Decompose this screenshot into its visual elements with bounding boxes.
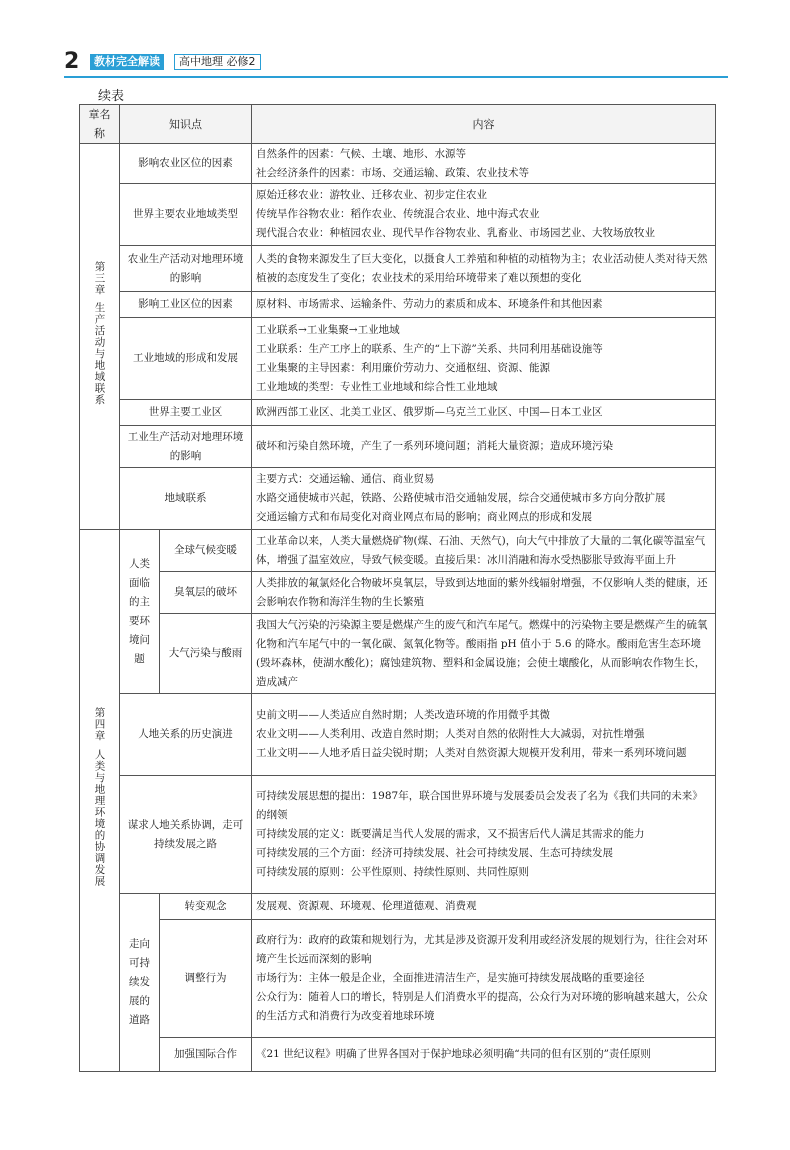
point-cell: 人地关系的历史演进 [120, 694, 252, 776]
table-header-row [80, 105, 716, 144]
table-row [80, 572, 716, 614]
table-row [80, 426, 716, 468]
content-cell [252, 530, 716, 572]
content-cell [252, 400, 716, 426]
page-number: 2 [64, 49, 80, 74]
subject-label: 高中地理 必修2 [174, 54, 261, 70]
table-row [80, 1038, 716, 1072]
point-cell: 谋求人地关系协调，走可持续发展之路 [120, 776, 252, 894]
continued-label: 续表 [98, 89, 125, 104]
content-line: 市场行为：主体一般是企业，全面推进清洁生产，是实施可持续发展战略的重要途径 [256, 972, 645, 984]
content-line: 破坏和污染自然环境，产生了一系列环境问题；消耗大量资源；造成环境污染 [256, 440, 613, 452]
content-line: 欧洲西部工业区、北美工业区、俄罗斯—乌克兰工业区、中国—日本工业区 [256, 406, 603, 418]
content-cell [252, 468, 716, 530]
header-rule [64, 76, 728, 78]
point-cell: 农业生产活动对地理环境的影响 [120, 246, 252, 292]
table-row [80, 318, 716, 400]
content-line: 可持续发展思想的提出：1987年，联合国世界环境与发展委员会发表了名为《我们共同的未来》的纲领 [256, 790, 703, 821]
content-line: 交通运输方式和布局变化对商业网点布局的影响；商业网点的形成和发展 [256, 511, 592, 523]
content-line: 公众行为：随着人口的增长，特别是人们消费水平的提高，公众行为对环境的影响越来越大，公众的生活方式和消费行为改变着地球环境 [256, 991, 708, 1022]
content-cell [252, 318, 716, 400]
content-cell [252, 920, 716, 1038]
point-cell: 影响农业区位的因素 [120, 144, 252, 184]
content-line: 社会经济条件的因素：市场、交通运输、政策、农业技术等 [256, 166, 529, 179]
content-line: 现代混合农业：种植园农业、现代旱作谷物农业、乳畜业、市场园艺业、大牧场放牧业 [256, 227, 655, 239]
content-line: 农业文明——人类利用、改造自然时期；人类对自然的依附性大大减弱，对抗性增强 [256, 728, 645, 740]
point-cell: 全球气候变暖 [160, 530, 252, 572]
point-cell: 影响工业区位的因素 [120, 292, 252, 318]
content-line: 可持续发展的定义：既要满足当代人发展的需求，又不损害后代人满足其需求的能力 [256, 828, 645, 840]
content-line: 史前文明——人类适应自然时期；人类改造环境的作用微乎其微 [256, 709, 550, 721]
content-cell [252, 144, 716, 184]
series-badge: 教材完全解读 [90, 54, 164, 70]
content-line: 工业文明——人地矛盾日益尖锐时期；人类对自然资源大规模开发利用，带来一系列环境问题 [256, 747, 687, 759]
point-cell: 转变观念 [160, 894, 252, 920]
content-line: 原始迁移农业：游牧业、迁移农业、初步定住农业 [256, 189, 487, 201]
point-cell: 工业生产活动对地理环境的影响 [120, 426, 252, 468]
chapter-3-title: 生产活动与地域联系 [93, 302, 106, 406]
content-line: 工业联系：生产工序上的联系、生产的“上下游”关系、共同利用基础设施等 [256, 342, 603, 355]
table-row [80, 694, 716, 776]
content-line: 《21 世纪议程》明确了世界各国对于保护地球必须明确“共同的但有区别的”责任原则 [256, 1048, 651, 1060]
content-cell [252, 184, 716, 246]
table-row [80, 894, 716, 920]
point-cell: 臭氧层的破坏 [160, 572, 252, 614]
content-cell [252, 572, 716, 614]
table-row [80, 776, 716, 894]
road-group-cell: 走向可持续发展的道路 [120, 894, 160, 1072]
content-line: 传统旱作谷物农业：稻作农业、传统混合农业、地中海式农业 [256, 208, 540, 220]
point-cell: 世界主要农业地域类型 [120, 184, 252, 246]
content-cell [252, 246, 716, 292]
content-line: 工业革命以来，人类大量燃烧矿物(煤、石油、天然气)，向大气中排放了大量的二氧化碳等温室气体，增强了温室效应，导致气候变暖。直接后果：冰川消融和海水受热膨胀导致海平面上升 [256, 534, 706, 566]
point-cell: 地域联系 [120, 468, 252, 530]
content-cell [252, 894, 716, 920]
content-line: 原材料、市场需求、运输条件、劳动力的素质和成本、环境条件和其他因素 [256, 298, 603, 310]
content-line: 工业地域的类型：专业性工业地域和综合性工业地域 [256, 380, 498, 393]
table-row [80, 292, 716, 318]
content-line: 人类排放的氟氯烃化合物破坏臭氧层，导致到达地面的紫外线辐射增强，不仅影响人类的健康，还会影响农作物和海洋生物的生长繁殖 [256, 576, 708, 608]
chapter-3-number: 第三章 [93, 260, 106, 295]
table-row [80, 144, 716, 184]
content-line: 主要方式：交通运输、通信、商业贸易 [256, 473, 435, 485]
env-group-cell: 人类面临的主要环境问题 [120, 530, 160, 694]
point-cell: 世界主要工业区 [120, 400, 252, 426]
table-row [80, 530, 716, 572]
table-row [80, 468, 716, 530]
header-point: 知识点 [120, 105, 252, 144]
content-line: 发展观、资源观、环境观、伦理道德观、消费观 [256, 900, 477, 912]
point-cell: 加强国际合作 [160, 1038, 252, 1072]
chapter-4-title: 人类与地理环境的协调发展 [93, 748, 106, 887]
chapter-3-cell [80, 144, 120, 530]
point-cell: 工业地域的形成和发展 [120, 318, 252, 400]
content-cell [252, 614, 716, 694]
content-line: 工业集聚的主导因素：利用廉价劳动力、交通枢纽、资源、能源 [256, 361, 550, 374]
content-cell [252, 1038, 716, 1072]
content-line: 可持续发展的三个方面：经济可持续发展、社会可持续发展、生态可持续发展 [256, 847, 613, 859]
content-cell [252, 694, 716, 776]
knowledge-table [79, 104, 716, 1072]
point-cell: 大气污染与酸雨 [160, 614, 252, 694]
header-chapter: 章名称 [80, 105, 120, 144]
content-line: 水路交通使城市兴起，铁路、公路使城市沿交通轴发展，综合交通使城市多方向分散扩展 [256, 492, 666, 504]
point-cell: 调整行为 [160, 920, 252, 1038]
content-line: 工业联系→工业集聚→工业地域 [256, 323, 400, 336]
table-row [80, 614, 716, 694]
content-cell [252, 426, 716, 468]
content-line: 我国大气污染的污染源主要是燃煤产生的废气和汽车尾气。燃煤中的污染物主要是燃煤产生的硫氧化物和汽车尾气中的一氧化碳、氮氧化物等。酸雨指 pH 值小于 5.6 的降水。酸雨危害生态环境(毁坏森林，使湖水酸化)；腐蚀建筑物、塑料和金属设施；会使土壤酸化，从而影响农作物生长，造成减产 [256, 618, 708, 688]
content-line: 政府行为：政府的政策和规划行为，尤其是涉及资源开发利用或经济发展的规划行为，往往会对环境产生长远而深刻的影响 [256, 934, 708, 965]
table-row [80, 246, 716, 292]
content-line: 自然条件的因素：气候、土壤、地形、水源等 [256, 147, 466, 160]
content-cell [252, 776, 716, 894]
header-content: 内容 [252, 105, 716, 144]
content-line: 人类的食物来源发生了巨大变化，以摄食人工养殖和种植的动植物为主；农业活动使人类对待天然植被的态度发生了变化；农业技术的采用给环境带来了难以预想的变化 [256, 252, 708, 284]
chapter-4-number: 第四章 [93, 707, 106, 742]
table-row [80, 920, 716, 1038]
chapter-4-cell [80, 530, 120, 1072]
table-row [80, 400, 716, 426]
content-cell [252, 292, 716, 318]
content-line: 可持续发展的原则：公平性原则、持续性原则、共同性原则 [256, 866, 529, 878]
table-row [80, 184, 716, 246]
